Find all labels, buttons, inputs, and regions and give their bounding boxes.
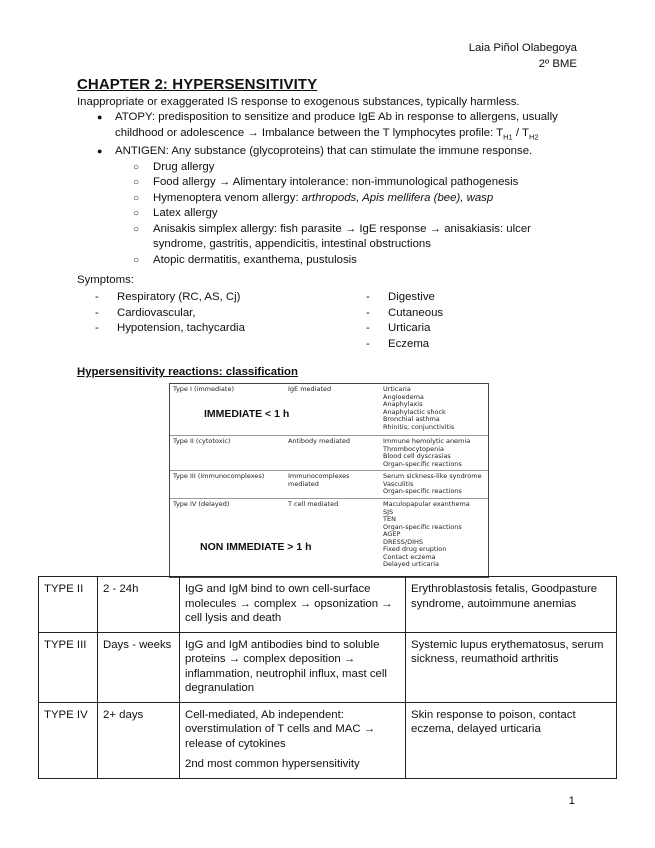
table-row [39,702,617,778]
antigen-item-text: Atopic dermatitis, exanthema, pustulosis [153,253,357,266]
symptom-item [366,321,443,337]
clinical-item: Delayed urticaria [383,560,439,568]
antigen-item-text: Drug allergy [153,160,215,173]
symptom-item [366,337,443,353]
classification-mechanism: IgE mediated [288,385,332,393]
clinical-item: Anaphylactic shock [383,407,446,416]
antigen-item-line-1: Anisakis simplex allergy: fish parasite → IgE response → anisakiasis: ulcer [153,222,531,235]
mechanism-text: IgG and IgM antibodies bind to soluble proteins → complex deposition → inflammation, neutrophil influx, mast cell degranulation [185,638,387,694]
antigen-item-italic: arthropods, Apis mellifera (bee), wasp [301,191,494,204]
mechanism-note: 2nd most common hypersensitivity [185,758,360,770]
table-row [39,577,617,633]
antigen-item [77,206,597,222]
type-cell: TYPE II [39,577,98,633]
time-cell: 2 - 24h [98,577,180,633]
non-immediate-label: NON IMMEDIATE > 1 h [200,541,312,553]
chapter-title: CHAPTER 2: HYPERSENSITIVITY [77,76,318,93]
symptom-text: Eczema [388,337,430,350]
classification-row [170,498,488,577]
symptom-item [366,306,443,322]
th-separator: / T [512,126,529,139]
clinical-item: Anaphylaxis [383,400,423,408]
symptom-text: Respiratory (RC, AS, Cj) [117,291,241,303]
clinical-item: Organ-specific reactions [383,522,462,531]
immediate-label: IMMEDIATE < 1 h [204,408,290,420]
antigen-bullet [77,144,597,160]
antigen-text: ANTIGEN: Any substance (glycoproteins) that can stimulate the immune response. [115,145,533,158]
clinical-item: Urticaria [383,385,411,393]
clinical-item: SJS [383,507,394,516]
type-cell: TYPE IV [39,702,98,778]
mechanism-cell [180,577,406,633]
bullet-icon: ● [97,146,103,157]
classification-clinical [383,473,482,496]
type-cell: TYPE III [39,632,98,702]
circle-bullet-icon: ○ [133,192,140,204]
author-name: Laia Piñol Olabegoya [468,42,577,54]
circle-bullet-icon: ○ [133,223,140,235]
clinical-item: Organ-specific reactions [383,459,462,468]
classification-row [170,435,488,471]
circle-bullet-icon: ○ [133,161,140,173]
classification-row [170,384,488,436]
classification-type: Type IV (delayed) [173,500,230,508]
symptom-item [95,306,245,322]
antigen-item-text: Food allergy → Alimentary intolerance: non-immunological pathogenesis [153,176,519,189]
atopy-line-2-text: childhood or adolescence → Imbalance between the T lymphocytes profile: T [115,126,504,139]
classification-mechanism: Immunocomplexes mediated [288,472,350,488]
clinical-item: Contact eczema [383,552,436,561]
classification-clinical [383,438,470,468]
clinical-item: Rhinitis, conjunctivitis [383,422,455,431]
clinical-item: Angioedema [383,392,424,401]
dash-icon: - [366,291,370,303]
symptom-text: Digestive [388,291,435,303]
time-cell: Days - weeks [98,632,180,702]
antigen-item [77,191,597,207]
symptom-text: Urticaria [388,322,431,334]
mechanism-cell [180,632,406,702]
atopy-bullet [77,110,597,144]
clinical-item: Serum sickness-like syndrome [383,472,482,480]
dash-icon: - [366,322,370,334]
table-row [39,632,617,702]
clinical-item: TEN [383,515,396,523]
symptom-text: Hypotension, tachycardia [117,322,245,334]
symptom-item [95,290,245,306]
antigen-item [77,253,597,269]
intro-paragraph: Inappropriate or exaggerated IS response to exogenous substances, typically harmless. [77,96,520,108]
symptom-text: Cutaneous [388,306,444,319]
examples-cell: Skin response to poison, contact eczema, delayed urticaria [406,702,617,778]
antigen-item [77,160,597,176]
classification-type: Type II (cytotoxic) [173,437,231,445]
dash-icon: - [95,322,99,334]
symptoms-label: Symptoms: [77,274,134,286]
antigen-item-text: Latex allergy [153,207,218,220]
examples-cell: Systemic lupus erythematosus, serum sickness, reumathoid arthritis [406,632,617,702]
circle-bullet-icon: ○ [133,177,140,189]
atopy-line-2 [115,126,597,145]
mechanism-cell [180,702,406,778]
atopy-line-1: ATOPY: predisposition to sensitize and produce IgE Ab in response to allergens, usually [115,111,558,123]
classification-row [170,470,488,499]
bullet-icon: ● [97,112,103,122]
circle-bullet-icon: ○ [133,208,140,220]
symptoms-right-list [366,290,443,352]
clinical-item: DRESS/DIHS [383,537,424,546]
clinical-item: Maculopapular exanthema [383,500,470,508]
classification-type: Type III (immunocomplexes) [173,472,265,480]
mechanism-text: IgG and IgM bind to own cell-surface molecules → complex → opsonization → cell lysis and death [185,583,393,624]
clinical-item: Thrombocytopenia [383,444,445,453]
clinical-item: Blood cell dyscrasias [383,452,451,460]
dash-icon: - [366,306,370,319]
classification-mechanism: Antibody mediated [288,437,350,445]
hypersensitivity-types-table [38,576,617,779]
clinical-item: Immune hemolytic anemia [383,437,471,445]
page-number: 1 [568,795,575,807]
classification-image [169,383,489,578]
symptom-item [95,321,245,337]
antigen-item-text: Hymenoptera venom allergy: [153,191,302,204]
classification-type: Type I (immediate) [173,385,234,393]
clinical-item: AGEP [383,530,401,538]
clinical-item: Organ-specific reactions [383,487,462,495]
dash-icon: - [95,306,99,319]
symptom-item [366,290,443,306]
mechanism-text: Cell-mediated, Ab independent: overstimulation of T cells and MAC → release of cytokines [185,708,376,750]
examples-cell: Erythroblastosis fetalis, Goodpasture syndrome, autoimmune anemias [406,577,617,633]
dash-icon: - [95,291,99,303]
clinical-item: Bronchial asthma [383,415,440,423]
dash-icon: - [366,337,370,350]
clinical-item: Fixed drug eruption [383,545,447,553]
antigen-item [77,222,597,253]
classification-clinical [383,386,454,431]
definitions-list [77,110,597,268]
time-cell: 2+ days [98,702,180,778]
classification-clinical [383,501,470,569]
antigen-item-line-2: syndrome, gastritis, appendicitis, intestinal obstructions [153,238,431,251]
classification-mechanism: T cell mediated [288,500,339,508]
th1-subscript: H1 [503,131,513,141]
course-label: 2º BME [538,58,577,70]
th2-subscript: H2 [528,131,539,141]
symptoms-left-list [95,290,245,337]
antigen-item [77,175,597,191]
clinical-item: Vasculitis [383,479,414,488]
document-header [469,40,577,72]
circle-bullet-icon: ○ [133,254,140,266]
classification-heading: Hypersensitivity reactions: classification [77,366,298,378]
symptom-text: Cardiovascular, [117,306,196,319]
